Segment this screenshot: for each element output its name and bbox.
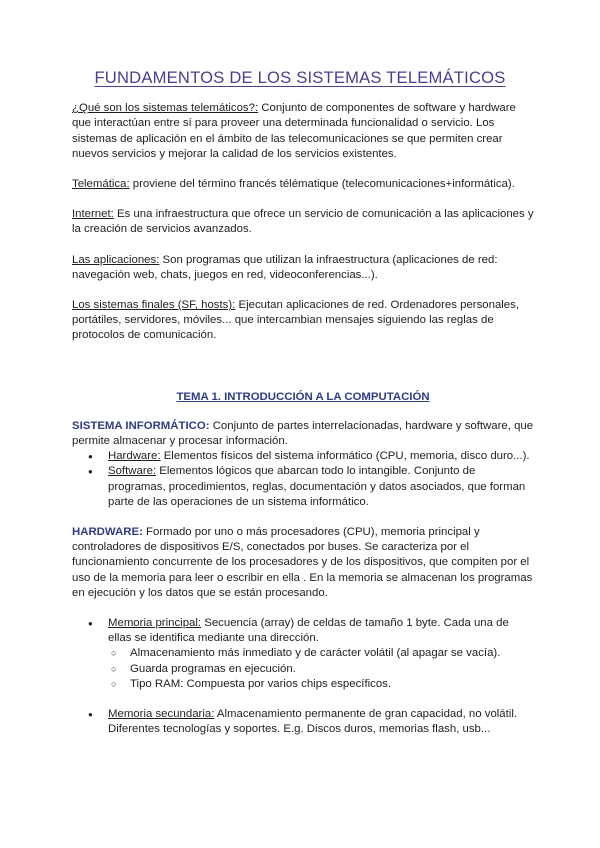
definition-term: Telemática: — [72, 178, 130, 191]
sistema-informatico-head: SISTEMA INFORMÁTICO: — [72, 419, 210, 432]
hardware-paragraph — [72, 525, 534, 601]
definition-text: proviene del término francés télématique (telecomunicaciones+informática). — [129, 178, 515, 191]
definition-text: Ejecutan aplicaciones de red. Ordenadores personales, portátiles, servidores, móviles... que intercambian mensajes siguiendo las reglas de protocolos de comunicación. — [72, 299, 520, 342]
definition-term: ¿Qué son los sistemas telemáticos?: — [72, 102, 259, 115]
list-item-text: Elementos lógicos que abarcan todo lo intangible. Conjunto de programas, procedimientos, reglas, documentación y datos asociados, que forman parte de las operaciones de un sistema informático. — [108, 465, 526, 508]
document-title: FUNDAMENTOS DE LOS SISTEMAS TELEMÁTICOS — [94, 68, 506, 87]
list-item-software — [72, 464, 534, 510]
list-item-term: Memoria principal: — [108, 617, 202, 630]
list-item-memoria-principal — [72, 616, 534, 646]
list-item-term: Memoria secundaria: — [108, 708, 215, 721]
definition-text: Son programas que utilizan la infraestructura (aplicaciones de red: navegación web, chats, juegos en red, videoconferencias...). — [72, 253, 498, 281]
definition-term: Internet: — [72, 208, 114, 221]
sistema-informatico-text: Conjunto de partes interrelacionadas, hardware y software, que permite almacenar y procesar información. — [72, 419, 534, 448]
memoria-list — [72, 616, 534, 646]
document-page — [72, 70, 534, 738]
definition-internet — [72, 207, 534, 237]
list-item-term: Hardware: — [108, 450, 161, 463]
sistema-informatico-list — [72, 449, 534, 510]
list-item-hardware — [72, 449, 534, 464]
sublist-item: ○ Tipo RAM: Compuesta por varios chips específicos. — [72, 677, 534, 692]
definition-text: Es una infraestructura que ofrece un servicio de comunicación a las aplicaciones y la creación de servicios avanzados. — [72, 208, 534, 236]
definition-sistemas-finales — [72, 298, 534, 344]
definition-sistemas-telematicos — [72, 101, 534, 162]
definition-term: Los sistemas finales (SF, hosts): — [72, 299, 236, 312]
hardware-text: Formado por uno o más procesadores (CPU), memoria principal y controladores de dispositivos E/S, conectados por buses. Se caracteriza por el funcionamiento concurrente de los procesadores y de los dispositivos, que compiten por el uso de la memoria para leer o escribir en ella . En la memoria se almacenan los programas en ejecución y los datos que se están procesando. — [72, 526, 533, 599]
list-item-term: Software: — [108, 465, 157, 478]
sistema-informatico-paragraph — [72, 419, 534, 449]
definition-text: Conjunto de componentes de software y hardware que interactúan entre sí para proveer una determinada funcionalidad o servicio. Los sistemas de aplicación en el ámbito de las telecomunicaciones se que permiten crear nuevos servicios y mejorar la calidad de los servicios existentes. — [72, 102, 516, 160]
list-item-text: Almacenamiento permanente de gran capacidad, no volátil. Diferentes tecnologías y soportes. E.g. Discos duros, memorias flash, usb... — [108, 708, 518, 736]
memoria-principal-sublist — [72, 646, 534, 692]
list-item-memoria-secundaria — [72, 707, 534, 737]
list-item-text: Secuencia (array) de celdas de tamaño 1 byte. Cada una de ellas se identifica mediante una dirección. — [108, 617, 509, 645]
hardware-head: HARDWARE: — [72, 526, 143, 539]
sublist-item: ○ Almacenamiento más inmediato y de carácter volátil (al apagar se vacía). — [72, 646, 534, 661]
definition-telematica — [72, 177, 534, 192]
definition-term: Las aplicaciones: — [72, 253, 160, 266]
list-item-text: Elementos físicos del sistema informático (CPU, memoria, disco duro...). — [160, 450, 530, 463]
memoria-secundaria-list — [72, 707, 534, 737]
section-heading-tema-1: TEMA 1. INTRODUCCIÓN A LA COMPUTACIÓN — [176, 390, 430, 403]
definition-aplicaciones — [72, 253, 534, 283]
sublist-item: ○ Guarda programas en ejecución. — [72, 662, 534, 677]
